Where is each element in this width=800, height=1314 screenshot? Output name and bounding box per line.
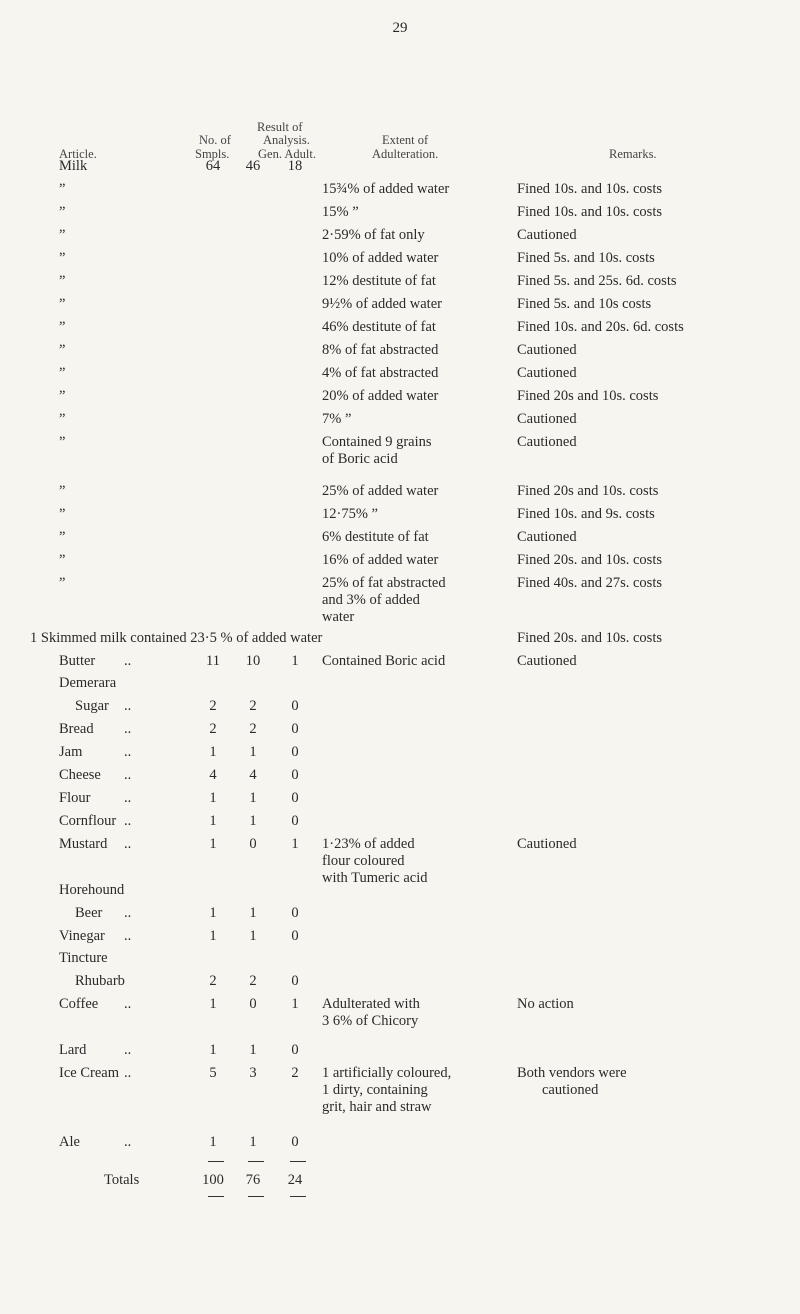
extent-cell: 12·75% ”	[322, 506, 378, 522]
extent-cell: 12% destitute of fat	[322, 273, 436, 289]
article-cell: ”	[59, 250, 66, 266]
article-cell: Butter	[59, 653, 96, 669]
extent-cell: 15¾% of added water	[322, 181, 450, 197]
extent-cell: water	[322, 609, 355, 625]
samples-cell: 1	[209, 744, 217, 760]
extent-cell: 1·23% of added	[322, 836, 415, 852]
remarks-cell: Cautioned	[517, 836, 577, 852]
adulterated-cell: 0	[291, 767, 299, 783]
genuine-cell: 0	[249, 996, 257, 1012]
genuine-cell: 1	[249, 790, 257, 806]
article-cell: ”	[59, 342, 66, 358]
extent-cell: with Tumeric acid	[322, 870, 428, 886]
remarks-cell: Cautioned	[517, 227, 577, 243]
remarks-cell: No action	[517, 996, 574, 1012]
article-cell: Ale	[59, 1134, 80, 1150]
totals-rule	[290, 1161, 306, 1162]
genuine-cell: 1	[249, 1134, 257, 1150]
remarks-cell: Fined 20s. and 10s. costs	[517, 630, 662, 646]
extent-cell: 15% ”	[322, 204, 359, 220]
genuine-cell: 46	[245, 158, 261, 174]
remarks-cell: Cautioned	[517, 653, 577, 669]
header-result-of: Result of	[257, 120, 303, 134]
article-cell: ”	[59, 506, 66, 522]
leader-dots: ..	[124, 744, 132, 760]
remarks-cell: Fined 20s. and 10s. costs	[517, 552, 662, 568]
totals-label: Totals	[104, 1172, 140, 1188]
adulterated-cell: 0	[291, 721, 299, 737]
samples-cell: 1	[209, 905, 217, 921]
leader-dots: ..	[124, 1042, 132, 1058]
article-cell: ”	[59, 273, 66, 289]
article-cell: Vinegar	[59, 928, 105, 944]
extent-cell: 1 dirty, containing	[322, 1082, 428, 1098]
article-cell: ”	[59, 227, 66, 243]
genuine-cell: 3	[249, 1065, 257, 1081]
samples-cell: 1	[209, 790, 217, 806]
leader-dots: ..	[124, 790, 132, 806]
adulterated-cell: 1	[291, 653, 299, 669]
article-cell: Cheese	[59, 767, 101, 783]
article-cell: ”	[59, 319, 66, 335]
article-cell: Cornflour	[59, 813, 117, 829]
article-cell: ”	[59, 552, 66, 568]
article-cell: ”	[59, 296, 66, 312]
leader-dots: ..	[124, 905, 132, 921]
article-cell: Coffee	[59, 996, 99, 1012]
article-prefix: Demerara	[59, 675, 117, 691]
leader-dots: ..	[124, 767, 132, 783]
samples-cell: 1	[209, 1134, 217, 1150]
remarks-cell: Fined 5s. and 25s. 6d. costs	[517, 273, 677, 289]
total-samples: 100	[202, 1172, 224, 1188]
remarks-cell: Cautioned	[517, 529, 577, 545]
leader-dots: ..	[124, 813, 132, 829]
remarks-cell: Fined 10s. and 10s. costs	[517, 204, 662, 220]
extent-cell: and 3% of added	[322, 592, 420, 608]
header-adulteration: Adulteration.	[372, 147, 439, 161]
genuine-cell: 10	[245, 653, 261, 669]
remarks-cell: Fined 10s. and 10s. costs	[517, 181, 662, 197]
samples-cell: 1	[209, 813, 217, 829]
article-cell: Ice Cream	[59, 1065, 119, 1081]
leader-dots: ..	[124, 1065, 132, 1081]
adulterated-cell: 1	[291, 836, 299, 852]
adulterated-cell: 0	[291, 813, 299, 829]
adulterated-cell: 0	[291, 905, 299, 921]
remarks-cell: Fined 20s and 10s. costs	[517, 388, 659, 404]
remarks-cell: Fined 5s. and 10s costs	[517, 296, 652, 312]
remarks-cell: Cautioned	[517, 434, 577, 450]
extent-cell: Contained Boric acid	[322, 653, 446, 669]
leader-dots: ..	[124, 928, 132, 944]
extent-cell: 4% of fat abstracted	[322, 365, 439, 381]
samples-cell: 1	[209, 928, 217, 944]
extent-cell: 10% of added water	[322, 250, 439, 266]
genuine-cell: 1	[249, 928, 257, 944]
totals-rule	[248, 1196, 264, 1197]
adulterated-cell: 18	[287, 158, 303, 174]
extent-cell: Adulterated with	[322, 996, 420, 1012]
article-cell: Beer	[75, 905, 103, 921]
article-cell: Bread	[59, 721, 94, 737]
skimmed-milk-text: 1 Skimmed milk contained 23·5 % of added water	[30, 630, 323, 646]
samples-cell: 2	[209, 698, 217, 714]
article-cell: ”	[59, 483, 66, 499]
remarks-cell: Both vendors were	[517, 1065, 627, 1081]
article-cell: Jam	[59, 744, 83, 760]
page-number: 29	[392, 20, 408, 36]
genuine-cell: 4	[249, 767, 257, 783]
total-adulterated: 24	[287, 1172, 303, 1188]
article-cell: ”	[59, 529, 66, 545]
totals-rule	[208, 1196, 224, 1197]
adulterated-cell: 1	[291, 996, 299, 1012]
genuine-cell: 0	[249, 836, 257, 852]
article-cell: ”	[59, 204, 66, 220]
genuine-cell: 1	[249, 813, 257, 829]
header-remarks: Remarks.	[609, 147, 657, 161]
article-cell: ”	[59, 365, 66, 381]
extent-cell: 1 artificially coloured,	[322, 1065, 452, 1081]
samples-cell: 1	[209, 836, 217, 852]
header-no-of: No. of	[199, 133, 231, 147]
extent-cell: 3 6% of Chicory	[322, 1013, 419, 1029]
extent-cell: 25% of added water	[322, 483, 439, 499]
remarks-cell: Fined 10s. and 9s. costs	[517, 506, 655, 522]
leader-dots: ..	[124, 721, 132, 737]
remarks-cell: Fined 40s. and 27s. costs	[517, 575, 662, 591]
header-smpls: Smpls.	[195, 147, 230, 161]
article-cell: Milk	[59, 158, 88, 174]
genuine-cell: 2	[249, 721, 257, 737]
article-cell: ”	[59, 388, 66, 404]
extent-cell: 6% destitute of fat	[322, 529, 429, 545]
samples-cell: 64	[205, 158, 221, 174]
remarks-cell: cautioned	[542, 1082, 599, 1098]
remarks-cell: Fined 10s. and 20s. 6d. costs	[517, 319, 684, 335]
adulterated-cell: 0	[291, 790, 299, 806]
samples-cell: 2	[209, 973, 217, 989]
extent-cell: 25% of fat abstracted	[322, 575, 446, 591]
totals-rule	[248, 1161, 264, 1162]
header-gen-adult: Gen. Adult.	[258, 147, 316, 161]
adulterated-cell: 0	[291, 928, 299, 944]
samples-cell: 1	[209, 1042, 217, 1058]
article-cell: ”	[59, 434, 66, 450]
extent-cell: grit, hair and straw	[322, 1099, 432, 1115]
extent-cell: 9½% of added water	[322, 296, 442, 312]
extent-cell: 20% of added water	[322, 388, 439, 404]
extent-cell: 2·59% of fat only	[322, 227, 425, 243]
adulterated-cell: 0	[291, 698, 299, 714]
leader-dots: ..	[124, 698, 132, 714]
article-prefix: Horehound	[59, 882, 125, 898]
extent-cell: 16% of added water	[322, 552, 439, 568]
remarks-cell: Cautioned	[517, 342, 577, 358]
genuine-cell: 2	[249, 973, 257, 989]
remarks-cell: Cautioned	[517, 411, 577, 427]
article-cell: ”	[59, 181, 66, 197]
leader-dots: ..	[124, 653, 132, 669]
leader-dots: ..	[124, 1134, 132, 1150]
article-cell: Flour	[59, 790, 91, 806]
article-cell: Rhubarb	[75, 973, 125, 989]
article-cell: ”	[59, 575, 66, 591]
extent-cell: 46% destitute of fat	[322, 319, 436, 335]
totals-rule	[290, 1196, 306, 1197]
adulterated-cell: 0	[291, 744, 299, 760]
remarks-cell: Fined 5s. and 10s. costs	[517, 250, 655, 266]
samples-cell: 2	[209, 721, 217, 737]
header-analysis: Analysis.	[263, 133, 310, 147]
extent-cell: flour coloured	[322, 853, 405, 869]
header-extent-of: Extent of	[382, 133, 429, 147]
leader-dots: ..	[124, 836, 132, 852]
extent-cell: 8% of fat abstracted	[322, 342, 439, 358]
article-cell: ”	[59, 411, 66, 427]
samples-cell: 11	[206, 653, 220, 669]
header-article: Article.	[59, 147, 97, 161]
extent-cell: of Boric acid	[322, 451, 398, 467]
remarks-cell: Cautioned	[517, 365, 577, 381]
totals-rule	[208, 1161, 224, 1162]
article-prefix: Tincture	[59, 950, 108, 966]
article-cell: Mustard	[59, 836, 108, 852]
leader-dots: ..	[124, 996, 132, 1012]
samples-cell: 1	[209, 996, 217, 1012]
genuine-cell: 2	[249, 698, 257, 714]
adulterated-cell: 0	[291, 1134, 299, 1150]
article-cell: Lard	[59, 1042, 87, 1058]
total-genuine: 76	[245, 1172, 261, 1188]
genuine-cell: 1	[249, 905, 257, 921]
adulterated-cell: 2	[291, 1065, 299, 1081]
genuine-cell: 1	[249, 1042, 257, 1058]
extent-cell: 7% ”	[322, 411, 352, 427]
samples-cell: 5	[209, 1065, 217, 1081]
extent-cell: Contained 9 grains	[322, 434, 432, 450]
adulterated-cell: 0	[291, 1042, 299, 1058]
adulterated-cell: 0	[291, 973, 299, 989]
article-cell: Sugar	[75, 698, 109, 714]
genuine-cell: 1	[249, 744, 257, 760]
samples-cell: 4	[209, 767, 217, 783]
remarks-cell: Fined 20s and 10s. costs	[517, 483, 659, 499]
